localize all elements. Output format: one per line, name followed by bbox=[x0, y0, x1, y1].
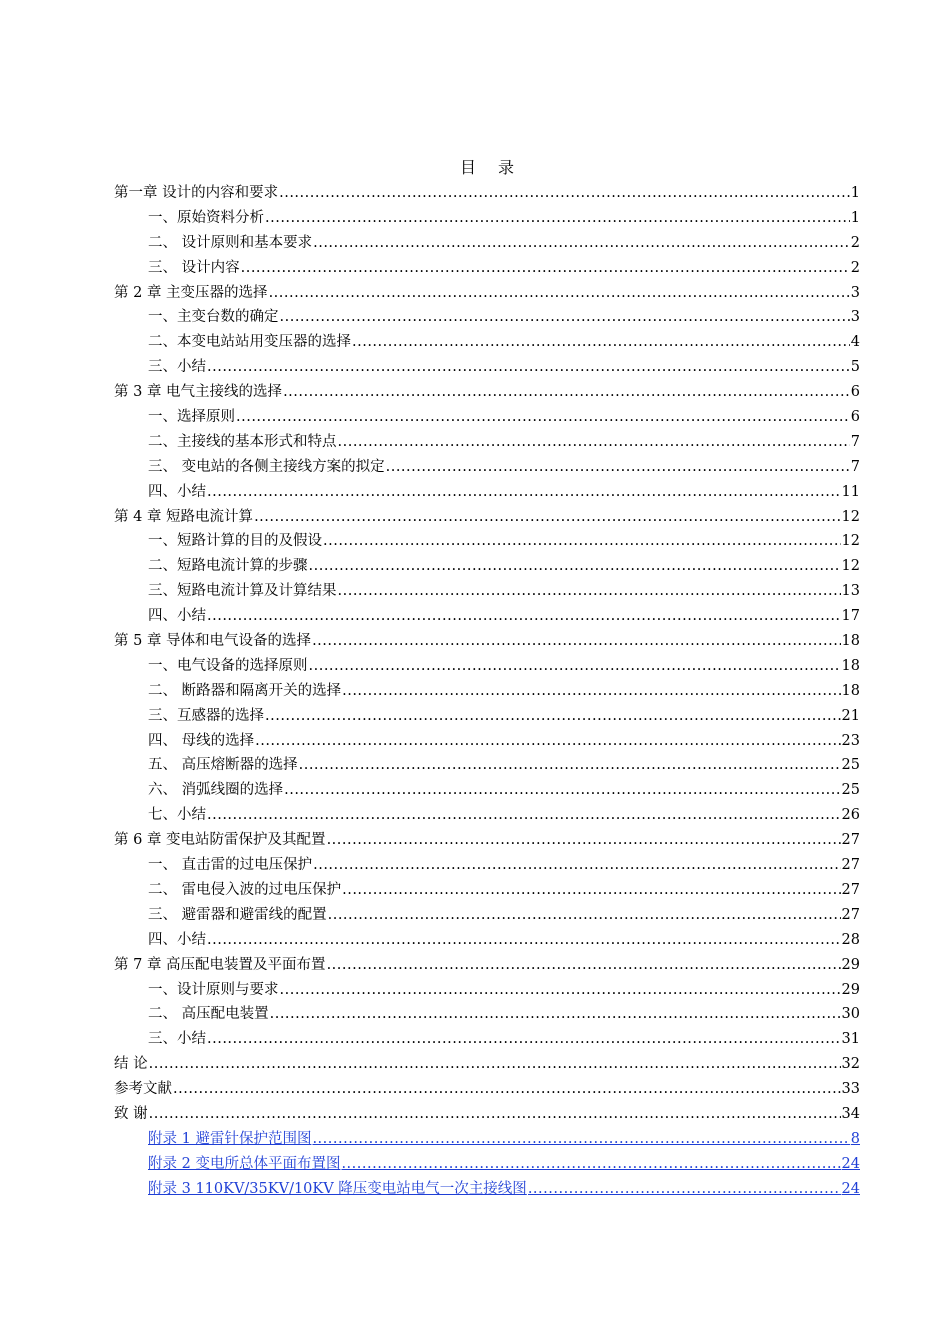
toc-entry-label: 三、 设计内容 bbox=[148, 259, 240, 276]
dot-leader bbox=[342, 679, 840, 704]
toc-entry-page: 2 bbox=[850, 234, 860, 251]
toc-entry-page: 3 bbox=[850, 284, 860, 301]
toc-section-entry[interactable] bbox=[114, 529, 860, 554]
toc-entry-page: 29 bbox=[841, 956, 860, 973]
toc-title-right: 录 bbox=[498, 158, 515, 177]
toc-appendix-link[interactable] bbox=[114, 1127, 860, 1152]
toc-entry-page: 18 bbox=[841, 633, 860, 650]
dot-leader bbox=[149, 1102, 841, 1127]
toc-section-entry[interactable] bbox=[114, 430, 860, 455]
dot-leader bbox=[280, 978, 841, 1003]
toc-appendix-link[interactable] bbox=[114, 1152, 860, 1177]
toc-entry-label: 四、小结 bbox=[148, 608, 206, 625]
dot-leader bbox=[341, 1152, 840, 1177]
toc-section-entry[interactable] bbox=[114, 1002, 860, 1027]
toc-section-entry[interactable] bbox=[114, 480, 860, 505]
toc-section-entry[interactable] bbox=[114, 579, 860, 604]
toc-entry-label: 七、小结 bbox=[148, 807, 206, 824]
dot-leader bbox=[241, 256, 850, 281]
toc-entry-page: 5 bbox=[850, 359, 860, 376]
toc-entry-label: 六、 消弧线圈的选择 bbox=[148, 782, 284, 799]
toc-entry-label: 一、选择原则 bbox=[148, 409, 235, 426]
toc-entry-label: 三、小结 bbox=[148, 359, 206, 376]
toc-entry-label: 结 论 bbox=[114, 1056, 148, 1073]
toc-section-entry[interactable] bbox=[114, 803, 860, 828]
toc-entry-label: 二、 高压配电装置 bbox=[148, 1006, 269, 1023]
toc-chapter-entry[interactable] bbox=[114, 1052, 860, 1077]
toc-entry-label: 第 6 章 变电站防雷保护及其配置 bbox=[114, 832, 326, 849]
toc-entry-page: 12 bbox=[841, 533, 860, 550]
toc-entry-label: 第 5 章 导体和电气设备的选择 bbox=[114, 633, 312, 650]
toc-entry-page: 25 bbox=[841, 757, 860, 774]
toc-section-entry[interactable] bbox=[114, 878, 860, 903]
toc-entry-label: 三、小结 bbox=[148, 1031, 206, 1048]
toc-entry-label: 二、本变电站站用变压器的选择 bbox=[148, 334, 351, 351]
toc-entry-page: 7 bbox=[850, 433, 860, 450]
toc-entry-label: 二、 设计原则和基本要求 bbox=[148, 234, 313, 251]
toc-chapter-entry[interactable] bbox=[114, 505, 860, 530]
toc-chapter-entry[interactable] bbox=[114, 629, 860, 654]
toc-entry-label: 一、主变台数的确定 bbox=[148, 309, 279, 326]
dot-leader bbox=[265, 704, 841, 729]
toc-entry-page: 4 bbox=[850, 334, 860, 351]
toc-entry-label: 附录 2 变电所总体平面布置图 bbox=[148, 1155, 341, 1172]
toc-entry-label: 致 谢 bbox=[114, 1105, 148, 1122]
dot-leader bbox=[327, 953, 841, 978]
table-of-contents bbox=[114, 156, 860, 1202]
dot-leader bbox=[207, 803, 841, 828]
toc-entry-page: 31 bbox=[841, 1031, 860, 1048]
toc-entry-label: 参考文献 bbox=[114, 1081, 172, 1098]
toc-section-entry[interactable] bbox=[114, 853, 860, 878]
toc-section-entry[interactable] bbox=[114, 729, 860, 754]
toc-entry-label: 附录 1 避雷针保护范围图 bbox=[148, 1130, 312, 1147]
toc-entry-label: 第 3 章 电气主接线的选择 bbox=[114, 384, 283, 401]
toc-section-entry[interactable] bbox=[114, 928, 860, 953]
dot-leader bbox=[207, 928, 841, 953]
dot-leader bbox=[280, 305, 850, 330]
toc-entry-page: 27 bbox=[841, 857, 860, 874]
toc-section-entry[interactable] bbox=[114, 654, 860, 679]
dot-leader bbox=[352, 330, 850, 355]
dot-leader bbox=[323, 529, 841, 554]
toc-section-entry[interactable] bbox=[114, 405, 860, 430]
toc-entry-page: 23 bbox=[841, 732, 860, 749]
toc-section-entry[interactable] bbox=[114, 778, 860, 803]
toc-entry-page: 34 bbox=[841, 1105, 860, 1122]
dot-leader bbox=[283, 380, 850, 405]
dot-leader bbox=[312, 629, 840, 654]
toc-entry-page: 27 bbox=[841, 832, 860, 849]
toc-entry-label: 四、小结 bbox=[148, 931, 206, 948]
toc-entry-page: 12 bbox=[841, 558, 860, 575]
dot-leader bbox=[313, 231, 850, 256]
toc-entry-page: 33 bbox=[841, 1081, 860, 1098]
toc-entry-page: 12 bbox=[841, 508, 860, 525]
toc-entry-page: 24 bbox=[841, 1180, 860, 1197]
toc-section-entry[interactable] bbox=[114, 978, 860, 1003]
toc-entry-page: 2 bbox=[850, 259, 860, 276]
toc-entry-label: 附录 3 110KV/35KV/10KV 降压变电站电气一次主接线图 bbox=[148, 1180, 527, 1197]
dot-leader bbox=[279, 181, 850, 206]
toc-section-entry[interactable] bbox=[114, 256, 860, 281]
toc-entry-label: 三、互感器的选择 bbox=[148, 707, 264, 724]
dot-leader bbox=[270, 1002, 841, 1027]
toc-entry-label: 二、主接线的基本形式和特点 bbox=[148, 433, 337, 450]
dot-leader bbox=[338, 579, 841, 604]
toc-entry-label: 五、 高压熔断器的选择 bbox=[148, 757, 298, 774]
dot-leader bbox=[299, 753, 841, 778]
toc-entry-page: 18 bbox=[841, 657, 860, 674]
dot-leader bbox=[327, 828, 841, 853]
toc-entry-page: 1 bbox=[850, 209, 860, 226]
toc-chapter-entry[interactable] bbox=[114, 281, 860, 306]
toc-section-entry[interactable] bbox=[114, 231, 860, 256]
toc-entry-label: 第 2 章 主变压器的选择 bbox=[114, 284, 268, 301]
toc-section-entry[interactable] bbox=[114, 330, 860, 355]
toc-chapter-entry[interactable] bbox=[114, 380, 860, 405]
toc-entry-label: 第一章 设计的内容和要求 bbox=[114, 185, 279, 201]
dot-leader bbox=[312, 1127, 849, 1152]
toc-entry-page: 27 bbox=[841, 881, 860, 898]
toc-entry-label: 一、短路计算的目的及假设 bbox=[148, 533, 322, 550]
dot-leader bbox=[207, 604, 841, 629]
toc-appendix-link[interactable] bbox=[114, 1177, 860, 1202]
dot-leader bbox=[207, 1027, 841, 1052]
dot-leader bbox=[309, 554, 841, 579]
toc-entry-page: 30 bbox=[841, 1006, 860, 1023]
dot-leader bbox=[236, 405, 850, 430]
dot-leader bbox=[528, 1177, 841, 1202]
toc-section-entry[interactable] bbox=[114, 704, 860, 729]
dot-leader bbox=[284, 778, 840, 803]
toc-entry-page: 8 bbox=[850, 1130, 860, 1147]
toc-entry-page: 7 bbox=[850, 458, 860, 475]
toc-chapter-entry[interactable] bbox=[114, 181, 860, 206]
toc-entry-label: 二、 雷电侵入波的过电压保护 bbox=[148, 881, 342, 898]
toc-entry-page: 28 bbox=[841, 931, 860, 948]
toc-entry-label: 三、短路电流计算及计算结果 bbox=[148, 583, 337, 600]
dot-leader bbox=[269, 281, 850, 306]
toc-entry-label: 四、 母线的选择 bbox=[148, 732, 255, 749]
dot-leader bbox=[149, 1052, 841, 1077]
toc-chapter-entry[interactable] bbox=[114, 1077, 860, 1102]
toc-entry-page: 6 bbox=[850, 384, 860, 401]
toc-section-entry[interactable] bbox=[114, 903, 860, 928]
toc-entry-label: 三、 变电站的各侧主接线方案的拟定 bbox=[148, 458, 385, 475]
dot-leader bbox=[254, 505, 840, 530]
toc-section-entry[interactable] bbox=[114, 305, 860, 330]
toc-entry-page: 25 bbox=[841, 782, 860, 799]
toc-entry-label: 三、 避雷器和避雷线的配置 bbox=[148, 906, 327, 923]
toc-entry-page: 24 bbox=[841, 1155, 860, 1172]
toc-entry-page: 11 bbox=[841, 483, 860, 500]
toc-entry-label: 第 4 章 短路电流计算 bbox=[114, 508, 254, 525]
toc-section-entry[interactable] bbox=[114, 679, 860, 704]
toc-entry-page: 3 bbox=[850, 309, 860, 326]
toc-entry-label: 一、原始资料分析 bbox=[148, 209, 264, 226]
toc-section-entry[interactable] bbox=[114, 1027, 860, 1052]
toc-chapter-entry[interactable] bbox=[114, 953, 860, 978]
toc-entry-label: 一、设计原则与要求 bbox=[148, 981, 279, 998]
toc-entry-label: 二、 断路器和隔离开关的选择 bbox=[148, 682, 342, 699]
toc-entry-page: 29 bbox=[841, 981, 860, 998]
dot-leader bbox=[255, 729, 840, 754]
toc-title bbox=[114, 156, 860, 180]
toc-section-entry[interactable] bbox=[114, 355, 860, 380]
toc-entry-page: 1 bbox=[850, 185, 860, 201]
dot-leader bbox=[386, 455, 850, 480]
dot-leader bbox=[338, 430, 850, 455]
dot-leader bbox=[265, 206, 850, 231]
toc-section-entry[interactable] bbox=[114, 554, 860, 579]
toc-entry-label: 四、小结 bbox=[148, 483, 206, 500]
dot-leader bbox=[207, 355, 850, 380]
toc-section-entry[interactable] bbox=[114, 604, 860, 629]
toc-entries bbox=[114, 181, 860, 1202]
dot-leader bbox=[207, 480, 841, 505]
toc-entry-page: 21 bbox=[841, 707, 860, 724]
toc-entry-page: 13 bbox=[841, 583, 860, 600]
toc-entry-page: 32 bbox=[841, 1056, 860, 1073]
toc-entry-label: 第 7 章 高压配电装置及平面布置 bbox=[114, 956, 326, 973]
toc-chapter-entry[interactable] bbox=[114, 828, 860, 853]
toc-entry-page: 6 bbox=[850, 409, 860, 426]
toc-section-entry[interactable] bbox=[114, 753, 860, 778]
toc-section-entry[interactable] bbox=[114, 455, 860, 480]
toc-entry-page: 17 bbox=[841, 608, 860, 625]
dot-leader bbox=[309, 654, 841, 679]
dot-leader bbox=[342, 878, 840, 903]
toc-entry-page: 26 bbox=[841, 807, 860, 824]
toc-entry-page: 27 bbox=[841, 906, 860, 923]
toc-entry-page: 18 bbox=[841, 682, 860, 699]
toc-entry-label: 一、 直击雷的过电压保护 bbox=[148, 857, 313, 874]
dot-leader bbox=[173, 1077, 841, 1102]
dot-leader bbox=[313, 853, 840, 878]
toc-chapter-entry[interactable] bbox=[114, 1102, 860, 1127]
dot-leader bbox=[328, 903, 841, 928]
toc-title-left: 目 bbox=[459, 158, 476, 177]
toc-entry-label: 一、电气设备的选择原则 bbox=[148, 657, 308, 674]
toc-section-entry[interactable] bbox=[114, 206, 860, 231]
toc-entry-label: 二、短路电流计算的步骤 bbox=[148, 558, 308, 575]
